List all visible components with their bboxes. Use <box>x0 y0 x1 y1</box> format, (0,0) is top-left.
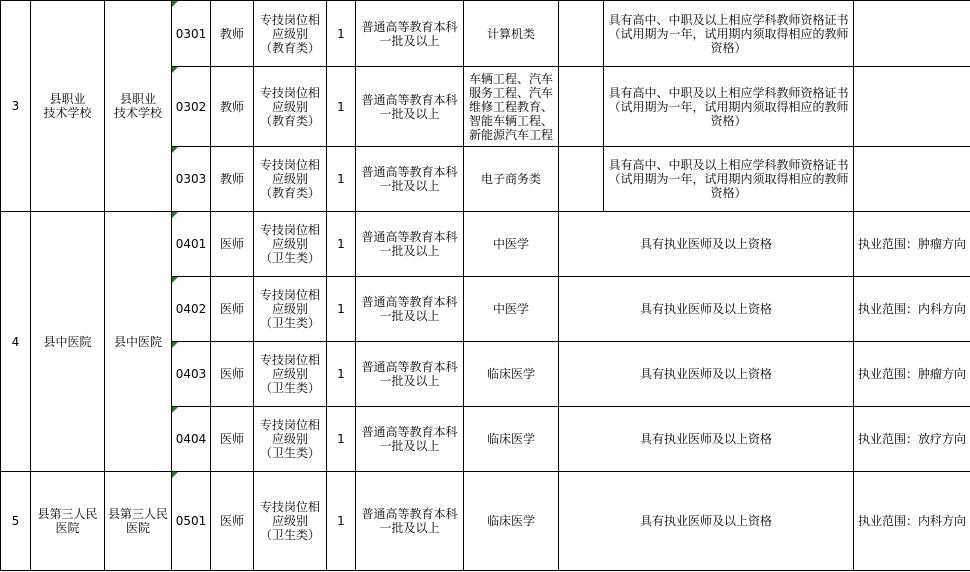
post-code: 0403 <box>172 342 211 407</box>
remark: 执业范围：放疗方向 <box>854 407 970 472</box>
post-name: 医师 <box>211 212 254 277</box>
major-requirement: 电子商务类 <box>464 147 559 212</box>
post-name: 医师 <box>211 277 254 342</box>
education-requirement: 普通高等教育本科 一批及以上 <box>356 342 464 407</box>
post-code: 0401 <box>172 212 211 277</box>
serial-number: 3 <box>1 1 31 212</box>
post-name: 教师 <box>211 147 254 212</box>
post-name: 教师 <box>211 1 254 67</box>
remark <box>854 67 970 147</box>
remark: 执业范围：肿瘤方向 <box>854 212 970 277</box>
post-level: 专技岗位相 应级别 （卫生类） <box>254 407 327 472</box>
table-row <box>1 1 970 67</box>
other-requirement: 具有执业医师及以上资格 <box>559 212 854 277</box>
education-requirement: 普通高等教育本科 一批及以上 <box>356 277 464 342</box>
other-requirement: 具有执业医师及以上资格 <box>559 277 854 342</box>
department-name: 县第三人民 医院 <box>105 472 172 571</box>
hire-count: 1 <box>327 472 356 571</box>
table-row <box>1 212 970 277</box>
serial-number: 5 <box>1 472 31 571</box>
blank-cell <box>559 1 604 67</box>
major-requirement: 临床医学 <box>464 342 559 407</box>
major-requirement: 车辆工程、汽车 服务工程、汽车 维修工程教育、 智能车辆工程、 新能源汽车工程 <box>464 67 559 147</box>
post-code: 0302 <box>172 67 211 147</box>
remark: 执业范围：内科方向 <box>854 472 970 571</box>
other-requirement: 具有高中、中职及以上相应学科教师资格证书 （试用期为一年，试用期内须取得相应的教师 资格） <box>604 67 854 147</box>
major-requirement: 计算机类 <box>464 1 559 67</box>
remark <box>854 1 970 67</box>
post-code: 0301 <box>172 1 211 67</box>
hire-count: 1 <box>327 342 356 407</box>
department-name: 县职业 技术学校 <box>105 1 172 212</box>
unit-name: 县第三人民 医院 <box>31 472 105 571</box>
hire-count: 1 <box>327 147 356 212</box>
post-code: 0303 <box>172 147 211 212</box>
post-level: 专技岗位相 应级别 （教育类） <box>254 147 327 212</box>
education-requirement: 普通高等教育本科 一批及以上 <box>356 407 464 472</box>
serial-number: 4 <box>1 212 31 472</box>
blank-cell <box>559 147 604 212</box>
post-name: 医师 <box>211 342 254 407</box>
other-requirement: 具有执业医师及以上资格 <box>559 472 854 571</box>
blank-cell <box>559 67 604 147</box>
remark: 执业范围：内科方向 <box>854 277 970 342</box>
major-requirement: 临床医学 <box>464 472 559 571</box>
major-requirement: 中医学 <box>464 212 559 277</box>
post-level: 专技岗位相 应级别 （卫生类） <box>254 277 327 342</box>
remark: 执业范围：肿瘤方向 <box>854 342 970 407</box>
unit-name: 县中医院 <box>31 212 105 472</box>
post-code: 0402 <box>172 277 211 342</box>
education-requirement: 普通高等教育本科 一批及以上 <box>356 1 464 67</box>
post-name: 医师 <box>211 472 254 571</box>
remark <box>854 147 970 212</box>
post-name: 教师 <box>211 67 254 147</box>
hire-count: 1 <box>327 277 356 342</box>
other-requirement: 具有执业医师及以上资格 <box>559 407 854 472</box>
hire-count: 1 <box>327 67 356 147</box>
post-code: 0501 <box>172 472 211 571</box>
post-level: 专技岗位相 应级别 （卫生类） <box>254 472 327 571</box>
education-requirement: 普通高等教育本科 一批及以上 <box>356 212 464 277</box>
other-requirement: 具有高中、中职及以上相应学科教师资格证书 （试用期为一年，试用期内须取得相应的教师 资格） <box>604 147 854 212</box>
post-level: 专技岗位相 应级别 （教育类） <box>254 67 327 147</box>
education-requirement: 普通高等教育本科 一批及以上 <box>356 147 464 212</box>
post-level: 专技岗位相 应级别 （卫生类） <box>254 212 327 277</box>
hire-count: 1 <box>327 212 356 277</box>
post-name: 医师 <box>211 407 254 472</box>
unit-name: 县职业 技术学校 <box>31 1 105 212</box>
hire-count: 1 <box>327 1 356 67</box>
education-requirement: 普通高等教育本科 一批及以上 <box>356 472 464 571</box>
other-requirement: 具有执业医师及以上资格 <box>559 342 854 407</box>
table-row <box>1 472 970 571</box>
other-requirement: 具有高中、中职及以上相应学科教师资格证书 （试用期为一年，试用期内须取得相应的教师 资格） <box>604 1 854 67</box>
post-level: 专技岗位相 应级别 （教育类） <box>254 1 327 67</box>
major-requirement: 临床医学 <box>464 407 559 472</box>
department-name: 县中医院 <box>105 212 172 472</box>
hire-count: 1 <box>327 407 356 472</box>
post-code: 0404 <box>172 407 211 472</box>
major-requirement: 中医学 <box>464 277 559 342</box>
education-requirement: 普通高等教育本科 一批及以上 <box>356 67 464 147</box>
post-level: 专技岗位相 应级别 （卫生类） <box>254 342 327 407</box>
